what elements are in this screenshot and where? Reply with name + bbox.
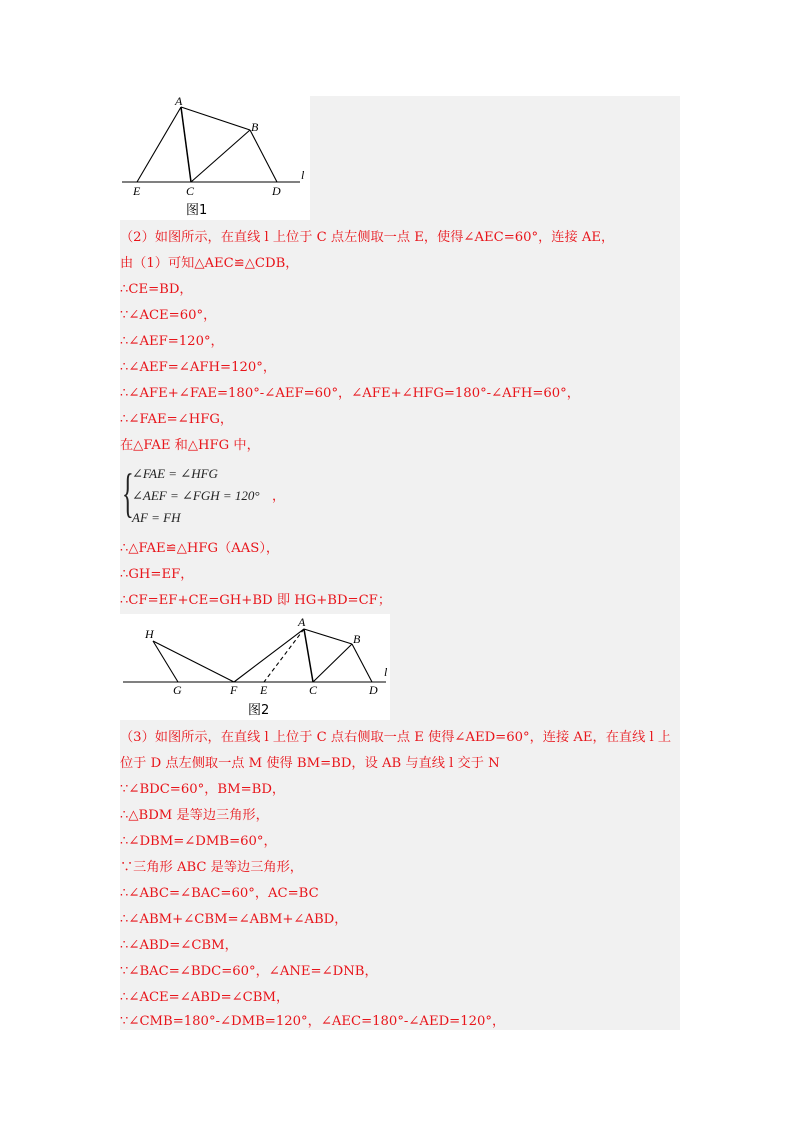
text-line-2: 由（1）可知△AEC≌△CDB， (120, 256, 299, 271)
text-line-6: ∴∠AEF=∠AFH=120°， (120, 360, 277, 375)
text-line-19: ∴∠ABC=∠BAC=60°，AC=BC (120, 886, 319, 901)
system-row-2: ∠AEF = ∠FGH = 120° (132, 488, 260, 503)
label-A: A (298, 615, 306, 629)
text-line-20: ∴∠ABM+∠CBM=∠ABM+∠ABD， (120, 912, 348, 927)
text-line-4: ∵∠ACE=60°， (120, 308, 217, 323)
label-l: l (301, 168, 305, 182)
segment-AB (181, 107, 250, 130)
figure-1-diagram (120, 96, 310, 220)
text-line-11: ∴GH=EF， (120, 567, 194, 582)
equation-system (120, 463, 290, 529)
segment-AC (181, 107, 191, 182)
segment-CB (313, 644, 352, 682)
label-B: B (353, 632, 361, 646)
text-line-12: ∴CF=EF+CE=GH+BD 即 HG+BD=CF； (120, 593, 392, 608)
segment-AB (304, 629, 352, 644)
text-line-14: 位于 D 点左侧取一点 M 使得 BM=BD，设 AB 与直线 l 交于 N (120, 756, 500, 771)
segment-AE-dashed (264, 629, 304, 682)
segment-BD (352, 644, 372, 682)
text-line-13: （3）如图所示，在直线 l 上位于 C 点右侧取一点 E 使得∠AED=60°，连接 AE，在直线 l 上 (120, 730, 672, 745)
text-line-18: ∵三角形 ABC 是等边三角形， (120, 860, 303, 875)
brace-symbol: { (122, 463, 134, 523)
label-E: E (260, 683, 268, 697)
text-line-7: ∴∠AFE+∠FAE=180°-∠AEF=60°，∠AFE+∠HFG=180°-∠AFH=60°， (120, 386, 580, 401)
text-line-8: ∴∠FAE=∠HFG， (120, 412, 234, 427)
label-H: H (145, 627, 154, 641)
text-line-23: ∴∠ACE=∠ABD=∠CBM， (120, 990, 290, 1005)
system-row-1: ∠FAE = ∠HFG (132, 466, 218, 481)
text-line-1: （2）如图所示，在直线 l 上位于 C 点左侧取一点 E，使得∠AEC=60°，连接 AE， (120, 230, 615, 245)
text-line-24: ∵∠CMB=180°-∠DMB=120°，∠AEC=180°-∠AED=120°， (120, 1014, 506, 1029)
text-line-9: 在△FAE 和△HFG 中， (120, 438, 260, 453)
figure-1 (120, 96, 310, 220)
label-A: A (175, 96, 183, 108)
figure-2-caption: 图2 (248, 703, 270, 718)
label-C: C (309, 683, 318, 697)
label-F: F (230, 683, 238, 697)
text-line-21: ∴∠ABD=∠CBM， (120, 938, 238, 953)
figure-2 (120, 614, 390, 720)
label-D: D (272, 184, 281, 198)
label-G: G (173, 683, 182, 697)
segment-CB (191, 130, 250, 182)
text-line-16: ∴△BDM 是等边三角形， (120, 808, 269, 823)
text-line-5: ∴∠AEF=120°， (120, 334, 224, 349)
label-E: E (133, 184, 141, 198)
text-line-3: ∴CE=BD， (120, 282, 193, 297)
segment-FA (234, 629, 304, 682)
text-line-17: ∴∠DBM=∠DMB=60°， (120, 834, 277, 849)
label-l: l (384, 665, 388, 679)
segment-AC (304, 629, 313, 682)
text-line-15: ∵∠BDC=60°，BM=BD， (120, 782, 286, 797)
segment-BD (250, 130, 277, 182)
system-row-3: AF = FH (132, 510, 181, 525)
label-B: B (251, 120, 259, 134)
segment-EA (137, 107, 181, 182)
system-tail: ， (272, 488, 286, 503)
figure-1-caption: 图1 (186, 203, 208, 218)
label-C: C (186, 184, 195, 198)
figure-2-diagram (120, 614, 390, 720)
text-line-10: ∴△FAE≌△HFG（AAS）， (120, 541, 280, 556)
text-line-22: ∵∠BAC=∠BDC=60°，∠ANE=∠DNB， (120, 964, 378, 979)
label-D: D (369, 683, 378, 697)
